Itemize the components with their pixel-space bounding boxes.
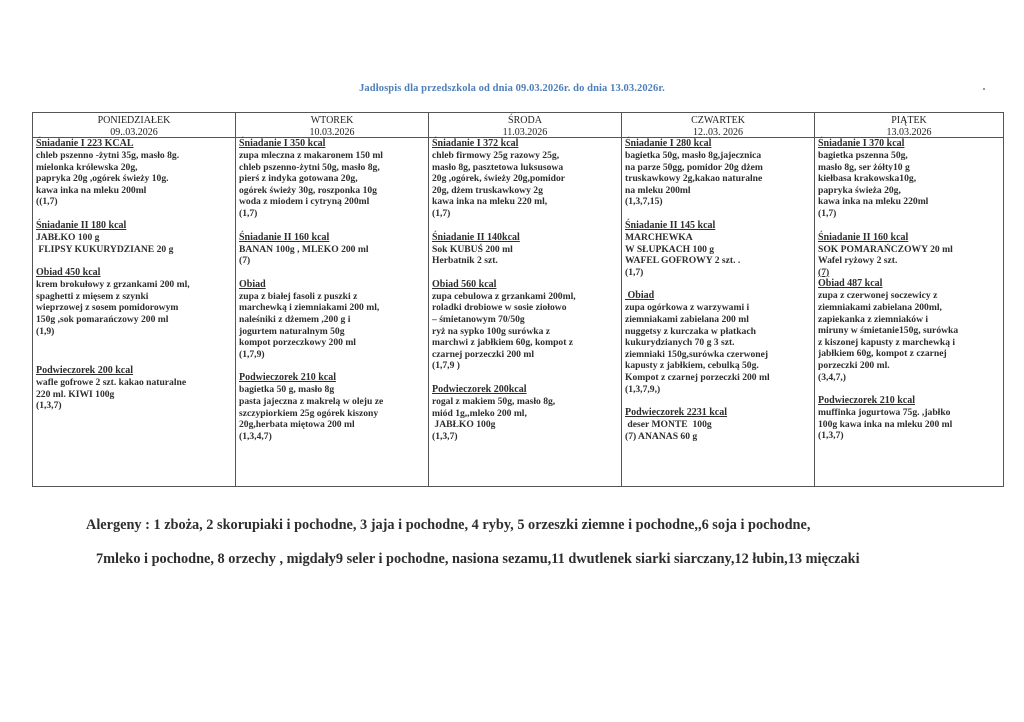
- day-name: PIĄTEK: [891, 115, 927, 126]
- meal-title: Obiad 450 kcal: [36, 267, 101, 279]
- meal-title: Śniadanie II 145 kcal: [625, 219, 716, 231]
- meal-title: Śniadanie I 372 kcal: [432, 138, 519, 149]
- meal-line: jogurtem naturalnym 50g: [239, 325, 345, 337]
- day-body: [33, 138, 235, 412]
- day-date: 10.03.2026: [309, 126, 355, 138]
- meal-line: chleb pszenno -żytni 35g, masło 8g.: [36, 150, 180, 161]
- meal-line: na parze 50gg, pomidor 20g dżem: [625, 161, 763, 173]
- meal-title: Obiad 487 kcal: [818, 278, 883, 290]
- day-date: 09..03.2026: [110, 126, 158, 138]
- meal-line: 20g ,ogórek, świeży 20g,pomidor: [432, 173, 566, 185]
- meal-allergens: (1,3,7): [36, 400, 62, 412]
- day-body: [236, 138, 428, 442]
- meal-line: ziemniakami zabielana 200ml,: [818, 301, 942, 313]
- meal-line: zupa z czerwonej soczewicy z: [818, 290, 938, 302]
- meal-title: Podwieczorek 200 kcal: [36, 365, 134, 377]
- meal-title: Śniadanie I 370 kcal: [818, 138, 905, 149]
- meal-line: bagietka pszenna 50g,: [818, 150, 908, 161]
- meal-title: Śniadanie I 223 KCAL: [36, 138, 134, 149]
- meal-allergens: (1,7): [239, 207, 258, 219]
- meal-line: ziemniaki 150g,surówka czerwonej: [625, 348, 769, 360]
- day-header: [815, 113, 1003, 138]
- meal-line: mielonka królewska 20g,: [36, 161, 138, 173]
- day-name: WTOREK: [310, 115, 354, 126]
- meal-breakfast-2: [818, 232, 1000, 279]
- day-date: 11.03.2026: [502, 126, 548, 138]
- meal-line: Sok KUBUŚ 200 ml: [432, 243, 513, 255]
- meal-line: naleśniki z dżemem ,200 g i: [239, 313, 351, 325]
- meal-allergens: (1,7): [625, 266, 644, 278]
- meal-line: 20g, dżem truskawkowy 2g: [432, 184, 543, 196]
- meal-line: papryka 20g ,ogórek świeży 10g.: [36, 173, 169, 185]
- meal-title: Śniadanie II 160 kcal: [818, 231, 909, 243]
- meal-line: kiełbasa krakowska10g,: [818, 173, 917, 185]
- meal-line: woda z miodem i cytryną 200ml: [239, 196, 370, 208]
- meal-breakfast-1: [239, 138, 425, 220]
- meal-line: ogórek świeży 30g, roszponka 10g: [239, 184, 377, 196]
- meal-line: chleb firmowy 25g razowy 25g,: [432, 150, 560, 161]
- meal-title: Śniadanie I 280 kcal: [625, 138, 712, 149]
- day-name: CZWARTEK: [691, 115, 745, 126]
- meal-title: Śniadanie I 350 kcal: [239, 138, 326, 149]
- meal-line: krem brokułowy z grzankami 200 ml,: [36, 279, 190, 291]
- meal-allergens: (1,7): [432, 207, 451, 219]
- meal-line: wieprzowej z sosem pomidorowym: [36, 302, 179, 314]
- meal-title: Podwieczorek 210 kcal: [239, 372, 337, 384]
- meal-line: czarnej porzeczki 200 ml: [432, 348, 535, 360]
- meal-allergens: (1,3,7): [818, 430, 844, 442]
- meal-title: Podwieczorek 2231 kcal: [625, 407, 728, 419]
- menu-table: [32, 112, 1004, 487]
- meal-breakfast-2: [625, 220, 811, 278]
- meal-line: miód 1g,,mleko 200 ml,: [432, 407, 527, 419]
- meal-line: porzeczki 200 ml.: [818, 359, 890, 371]
- meal-allergens: (1,7,9 ): [432, 360, 460, 372]
- meal-line: kawa inka na mleku 200ml: [36, 184, 147, 196]
- meal-line: pasta jajeczna z makrelą w oleju ze: [239, 395, 384, 407]
- meal-breakfast-1: [432, 138, 618, 220]
- meal-line: JABŁKO 100g: [432, 419, 496, 431]
- meal-lunch: [239, 279, 425, 361]
- meal-line: szczypiorkiem 25g ogórek kiszony: [239, 407, 379, 419]
- day-column-thursday: [622, 113, 815, 486]
- meal-line: MARCHEWKA: [625, 231, 693, 243]
- meal-lunch: [432, 279, 618, 372]
- meal-line: zupa cebulowa z grzankami 200ml,: [432, 290, 576, 302]
- meal-line: deser MONTE 100g: [625, 419, 712, 431]
- day-name: ŚRODA: [508, 115, 542, 126]
- meal-line: JABŁKO 100 g: [36, 231, 100, 243]
- meal-breakfast-1: [36, 138, 232, 208]
- meal-line: nuggetsy z kurczaka w płatkach: [625, 325, 756, 337]
- day-column-tuesday: [236, 113, 429, 486]
- meal-snack: [432, 384, 618, 442]
- meal-allergens: (1,3,7,9,): [625, 383, 661, 395]
- meal-line: Wafel ryżowy 2 szt.: [818, 255, 898, 267]
- meal-snack: [36, 365, 232, 412]
- day-body: [815, 138, 1003, 442]
- meal-line: kawa inka na mleku 220ml: [818, 196, 929, 208]
- day-header: [429, 113, 621, 138]
- day-body: [429, 138, 621, 442]
- day-column-monday: [33, 113, 236, 486]
- day-column-wednesday: [429, 113, 622, 486]
- day-date: 12..03. 2026: [693, 126, 743, 138]
- meal-line: kukurydzianych 70 g 3 szt.: [625, 337, 735, 349]
- meal-line: chleb pszenno-żytni 50g, masło 8g,: [239, 161, 380, 173]
- meal-line: muffinka jogurtowa 75g. ,jabłko: [818, 407, 951, 419]
- meal-line: kapusty z jabłkiem, cebulką 50g.: [625, 360, 759, 372]
- meal-title: Obiad: [625, 290, 655, 302]
- meal-snack: [818, 395, 1000, 442]
- day-header: [33, 113, 235, 138]
- meal-breakfast-2: [239, 232, 425, 267]
- meal-breakfast-2: [432, 232, 618, 267]
- meal-allergens: (1,3,4,7): [239, 430, 272, 442]
- meal-lunch: [818, 278, 1000, 383]
- meal-line: Kompot z czarnej porzeczki 200 ml: [625, 371, 770, 383]
- meal-line: miruny w śmietanie150g, surówka: [818, 325, 959, 337]
- meal-line: spaghetti z mięsem z szynki: [36, 290, 149, 302]
- meal-line: ziemniakami zabielana 200 ml: [625, 313, 749, 325]
- day-header: [236, 113, 428, 138]
- day-column-friday: [815, 113, 1003, 486]
- meal-allergens: (1,7,9): [239, 348, 265, 360]
- meal-line: jabłkiem 60g, kompot z czarnej: [818, 348, 947, 360]
- meal-allergens: (7): [239, 255, 251, 267]
- meal-snack: [239, 372, 425, 442]
- meal-line: zupa ogórkowa z warzywami i: [625, 302, 750, 314]
- meal-line: rogal z makiem 50g, masło 8g,: [432, 395, 556, 407]
- meal-line: truskawkowy 2g,kakao naturalne: [625, 173, 763, 185]
- meal-title: Obiad 560 kcal: [432, 278, 497, 290]
- meal-line: papryka świeża 20g,: [818, 184, 901, 196]
- meal-line: roladki drobiowe w sosie ziołowo: [432, 302, 567, 314]
- meal-allergens: (1,3,7,15): [625, 196, 663, 208]
- meal-line: zupa mleczna z makaronem 150 ml: [239, 150, 383, 161]
- meal-snack: [625, 407, 811, 442]
- meal-lunch: [625, 290, 811, 395]
- meal-line: kompot porzeczkowy 200 ml: [239, 337, 356, 349]
- meal-line: wafle gofrowe 2 szt. kakao naturalne: [36, 377, 187, 389]
- meal-allergens: (7): [818, 266, 830, 278]
- meal-allergens: (3,4,7,): [818, 371, 846, 383]
- meal-line: bagietka 50g, masło 8g,jajecznica: [625, 150, 762, 161]
- meal-line: bagietka 50 g, masło 8g: [239, 384, 335, 396]
- meal-line: pierś z indyka gotowana 20g,: [239, 173, 358, 185]
- meal-allergens: ((1,7): [36, 196, 58, 208]
- meal-line: W SŁUPKACH 100 g: [625, 243, 715, 255]
- meal-breakfast-1: [625, 138, 811, 208]
- scan-speck: [983, 88, 985, 90]
- meal-allergens: (1,3,7): [432, 430, 458, 442]
- meal-line: 150g ,sok pomarańczowy 200 ml: [36, 313, 169, 325]
- meal-allergens: (1,7): [818, 207, 837, 219]
- meal-line: kawa inka na mleku 220 ml,: [432, 196, 548, 208]
- meal-title: Śniadanie II 180 kcal: [36, 219, 127, 231]
- meal-line: 20g,herbata miętowa 200 ml: [239, 419, 355, 431]
- day-header: [622, 113, 814, 138]
- meal-line: masło 8g, pasztetowa luksusowa: [432, 161, 564, 173]
- day-name: PONIEDZIAŁEK: [97, 115, 171, 126]
- meal-line: na mleku 200ml: [625, 184, 691, 196]
- meal-line: masło 8g, ser żółty10 g: [818, 161, 910, 173]
- meal-lunch: [36, 267, 232, 337]
- day-date: 13.03.2026: [886, 126, 932, 138]
- meal-line: BANAN 100g , MLEKO 200 ml: [239, 243, 369, 255]
- meal-title: Śniadanie II 140kcal: [432, 231, 520, 243]
- meal-title: Podwieczorek 200kcal: [432, 383, 527, 395]
- meal-line: 220 ml. KIWI 100g: [36, 388, 115, 400]
- meal-line: zapiekanka z ziemniaków i: [818, 313, 929, 325]
- meal-title: Obiad: [239, 278, 266, 290]
- meal-line: 100g kawa inka na mleku 200 ml: [818, 418, 953, 430]
- meal-line: – śmietanowym 70/50g: [432, 313, 525, 325]
- allergen-legend-line-2: 7mleko i pochodne, 8 orzechy , migdały9 seler i pochodne, nasiona sezamu,11 dwutlenek siarki siarczany,12 łubin,13 mięczaki: [96, 551, 860, 567]
- meal-breakfast-1: [818, 138, 1000, 220]
- meal-line: z kiszonej kapusty z marchewką i: [818, 336, 956, 348]
- meal-allergens: (1,9): [36, 325, 55, 337]
- meal-line: (7) ANANAS 60 g: [625, 430, 698, 442]
- allergen-legend-line-1: Alergeny : 1 zboża, 2 skorupiaki i pochodne, 3 jaja i pochodne, 4 ryby, 5 orzeszki ziemne i pochodne,,6 soja i pochodne,: [86, 517, 811, 533]
- meal-line: SOK POMARAŃCZOWY 20 ml: [818, 243, 953, 255]
- meal-title: Śniadanie II 160 kcal: [239, 231, 330, 243]
- day-body: [622, 138, 814, 442]
- meal-line: zupa z białej fasoli z puszki z: [239, 290, 358, 302]
- meal-line: marchwi z jabłkiem 60g, kompot z: [432, 337, 574, 349]
- page-title: Jadłospis dla przedszkola od dnia 09.03.2026r. do dnia 13.03.2026r.: [359, 83, 665, 94]
- meal-line: marchewką i ziemniakami 200 ml,: [239, 302, 380, 314]
- meal-line: ryż na sypko 100g surówka z: [432, 325, 551, 337]
- meal-line: FLIPSY KUKURYDZIANE 20 g: [36, 243, 174, 255]
- meal-line: WAFEL GOFROWY 2 szt. .: [625, 255, 741, 267]
- meal-breakfast-2: [36, 220, 232, 255]
- meal-title: Podwieczorek 210 kcal: [818, 395, 916, 407]
- meal-line: Herbatnik 2 szt.: [432, 255, 498, 267]
